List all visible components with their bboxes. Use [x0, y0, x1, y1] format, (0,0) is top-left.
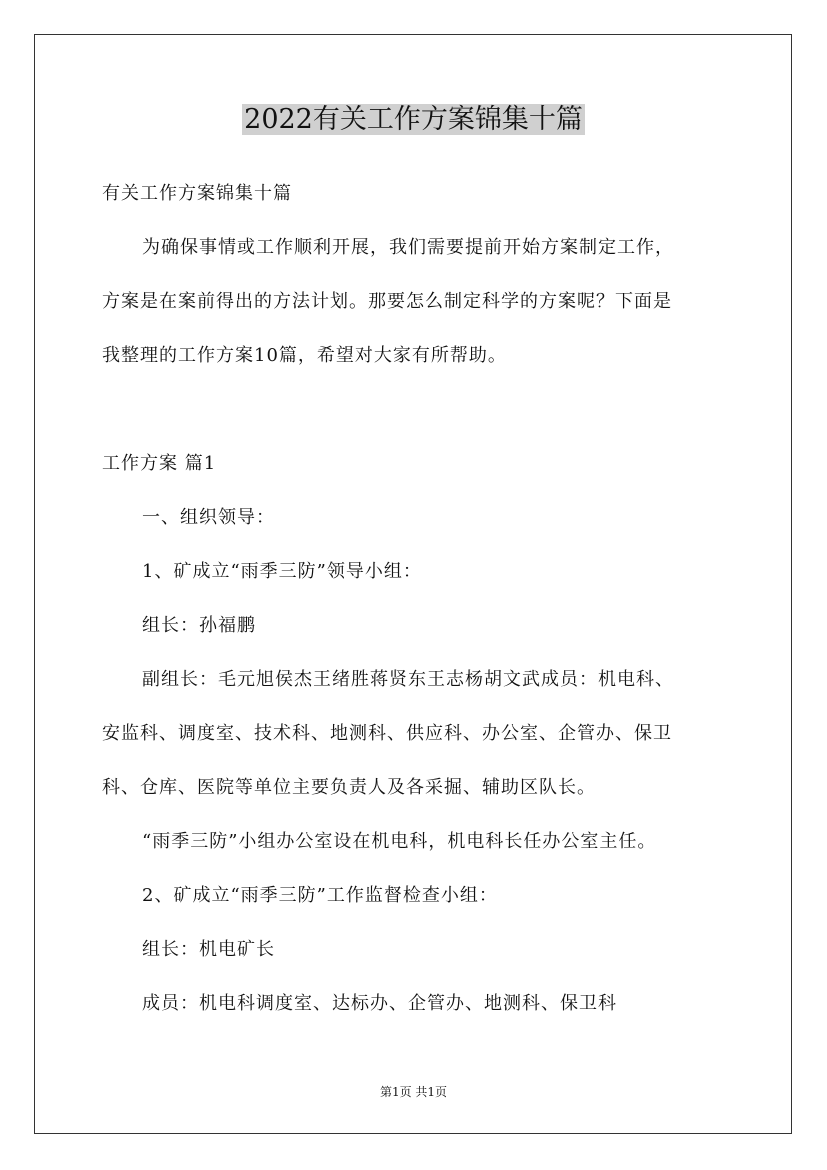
- item-1-heading: 1、矿成立“雨季三防”领导小组：: [142, 561, 422, 582]
- section-heading: 工作方案 篇1: [102, 453, 217, 474]
- deputy-leader-line-2: 安监科、调度室、技术科、地测科、供应科、办公室、企管办、保卫: [102, 723, 672, 744]
- subheading-organization: 一、组织领导：: [142, 507, 275, 528]
- page-footer: 第1页 共1页: [379, 1085, 448, 1099]
- subtitle-line: 有关工作方案锦集十篇: [102, 183, 292, 204]
- inspection-leader-line: 组长：机电矿长: [142, 939, 275, 960]
- group-leader-line: 组长：孙福鹏: [142, 615, 256, 636]
- item-2-heading: 2、矿成立“雨季三防”工作监督检查小组：: [142, 885, 498, 906]
- intro-paragraph-line-1: 为确保事情或工作顺利开展，我们需要提前开始方案制定工作，: [142, 237, 674, 258]
- deputy-leader-line-3: 科、仓库、医院等单位主要负责人及各采掘、辅助区队长。: [102, 777, 596, 798]
- intro-paragraph-line-2: 方案是在案前得出的方法计划。那要怎么制定科学的方案呢？下面是: [102, 291, 672, 312]
- deputy-leader-line-1: 副组长：毛元旭侯杰王绪胜蒋贤东王志杨胡文武成员：机电科、: [142, 669, 674, 690]
- intro-paragraph-line-3: 我整理的工作方案10篇，希望对大家有所帮助。: [102, 345, 507, 366]
- office-line: “雨季三防”小组办公室设在机电科，机电科长任办公室主任。: [142, 831, 657, 852]
- document-title: 2022有关工作方案锦集十篇: [244, 104, 583, 135]
- members-line: 成员：机电科调度室、达标办、企管办、地测科、保卫科: [142, 993, 617, 1014]
